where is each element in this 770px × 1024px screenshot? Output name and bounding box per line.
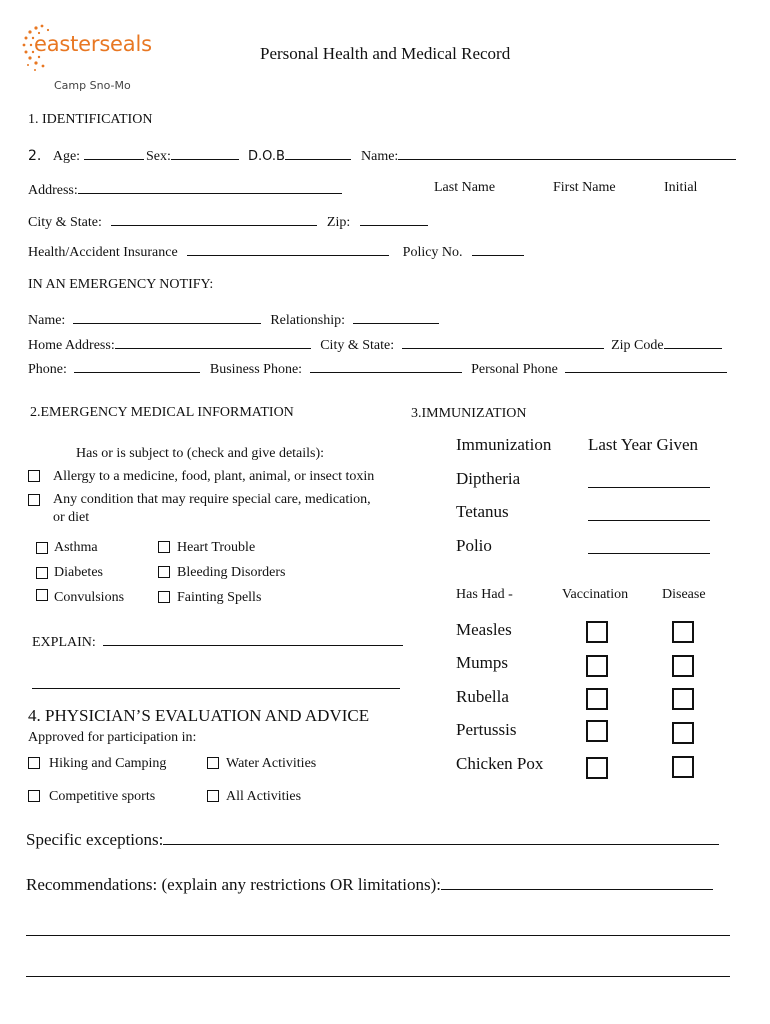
logo-subtitle: Camp Sno-Mo xyxy=(54,79,131,92)
chicken-pox-vaccination-checkbox[interactable] xyxy=(586,757,608,779)
condition-label-line1: Any condition that may require special care, medication, xyxy=(53,492,371,507)
condition-label-line2: or diet xyxy=(53,510,90,525)
emergency-heading: IN AN EMERGENCY NOTIFY: xyxy=(28,277,214,292)
disease-pertussis: Pertussis xyxy=(456,720,517,739)
fainting-checkbox[interactable] xyxy=(158,591,170,603)
relationship-field[interactable] xyxy=(353,310,439,324)
recommendations-line2[interactable] xyxy=(26,935,730,936)
recommendations-row xyxy=(26,874,713,895)
disease-chicken-pox: Chicken Pox xyxy=(456,754,544,773)
exceptions-field[interactable] xyxy=(163,829,719,845)
name-row xyxy=(361,146,736,165)
polio-date-field[interactable] xyxy=(588,553,710,554)
recommendations-label: Recommendations: (explain any restrictions OR limitations): xyxy=(26,875,442,894)
all-activities-label: All Activities xyxy=(226,789,302,804)
exceptions-label: Specific exceptions: xyxy=(26,830,164,849)
initial-caption: Initial xyxy=(664,180,698,195)
city-state-row xyxy=(28,212,428,231)
dob-field[interactable] xyxy=(285,146,351,160)
heart-trouble-label: Heart Trouble xyxy=(177,540,256,555)
water-activities-checkbox[interactable] xyxy=(207,757,219,769)
last-name-caption: Last Name xyxy=(434,180,496,195)
diptheria-date-field[interactable] xyxy=(588,487,710,488)
age-row: 2. Age: xyxy=(28,146,144,165)
recommendations-line3[interactable] xyxy=(26,976,730,977)
contact-name-label: Name: xyxy=(28,313,66,328)
city-state-field[interactable] xyxy=(111,212,317,226)
immunization-tetanus: Tetanus xyxy=(456,502,509,521)
pertussis-disease-checkbox[interactable] xyxy=(672,722,694,744)
address-row xyxy=(28,180,342,199)
contact-name-field[interactable] xyxy=(73,310,261,324)
logo-wordmark: easterseals xyxy=(34,32,152,56)
phone-field[interactable] xyxy=(74,359,200,373)
col-disease: Disease xyxy=(662,587,706,602)
insurance-row xyxy=(28,242,524,261)
city-state-label: City & State: xyxy=(28,215,102,230)
tetanus-date-field[interactable] xyxy=(588,520,710,521)
sex-field[interactable] xyxy=(171,146,239,160)
dob-row xyxy=(248,146,351,165)
hiking-checkbox[interactable] xyxy=(28,757,40,769)
zip-code-field[interactable] xyxy=(664,335,722,349)
rubella-disease-checkbox[interactable] xyxy=(672,688,694,710)
measles-vaccination-checkbox[interactable] xyxy=(586,621,608,643)
exceptions-row xyxy=(26,829,719,850)
section-1-heading: 1. IDENTIFICATION xyxy=(28,112,153,127)
sex-row xyxy=(146,146,239,165)
recommendations-field[interactable] xyxy=(441,874,713,890)
age-label: Age: xyxy=(52,149,81,164)
competitive-sports-label: Competitive sports xyxy=(49,789,156,804)
address-field[interactable] xyxy=(78,180,342,194)
immunization-diptheria: Diptheria xyxy=(456,469,521,488)
competitive-sports-checkbox[interactable] xyxy=(28,790,40,802)
phone-label: Phone: xyxy=(28,362,67,377)
zip-field[interactable] xyxy=(360,212,428,226)
section-2-heading: 2.EMERGENCY MEDICAL INFORMATION xyxy=(30,405,294,420)
disease-mumps: Mumps xyxy=(456,653,508,672)
diabetes-label: Diabetes xyxy=(54,565,103,580)
personal-phone-label: Personal Phone xyxy=(471,362,558,377)
diabetes-checkbox[interactable] xyxy=(36,567,48,579)
bleeding-label: Bleeding Disorders xyxy=(177,565,286,580)
subject-to-text: Has or is subject to (check and give details): xyxy=(76,446,325,461)
condition-checkbox[interactable] xyxy=(28,494,40,506)
hiking-label: Hiking and Camping xyxy=(49,756,167,771)
measles-disease-checkbox[interactable] xyxy=(672,621,694,643)
first-name-caption: First Name xyxy=(553,180,616,195)
convulsions-checkbox[interactable] xyxy=(36,589,48,601)
name-field[interactable] xyxy=(398,146,736,160)
allergy-checkbox[interactable] xyxy=(28,470,40,482)
disease-rubella: Rubella xyxy=(456,687,509,706)
insurance-label: Health/Accident Insurance xyxy=(28,245,178,260)
home-address-row xyxy=(28,335,722,354)
col-last-year: Last Year Given xyxy=(588,435,699,454)
zip-code-label: Zip Code xyxy=(611,338,664,353)
all-activities-checkbox[interactable] xyxy=(207,790,219,802)
explain-field-line2[interactable] xyxy=(32,688,400,689)
pertussis-vaccination-checkbox[interactable] xyxy=(586,720,608,742)
mumps-disease-checkbox[interactable] xyxy=(672,655,694,677)
disease-measles: Measles xyxy=(456,620,512,639)
explain-field[interactable] xyxy=(103,632,403,646)
insurance-field[interactable] xyxy=(187,242,389,256)
sex-label: Sex: xyxy=(146,149,171,164)
address-label: Address: xyxy=(28,183,78,198)
business-phone-field[interactable] xyxy=(310,359,462,373)
col-immunization: Immunization xyxy=(456,435,552,454)
personal-phone-field[interactable] xyxy=(565,359,727,373)
explain-row xyxy=(32,632,403,651)
asthma-checkbox[interactable] xyxy=(36,542,48,554)
policy-field[interactable] xyxy=(472,242,524,256)
bleeding-checkbox[interactable] xyxy=(158,566,170,578)
mumps-vaccination-checkbox[interactable] xyxy=(586,655,608,677)
contact-city-state-field[interactable] xyxy=(402,335,604,349)
explain-label: EXPLAIN: xyxy=(32,635,96,650)
has-had-label: Has Had - xyxy=(456,587,513,602)
asthma-label: Asthma xyxy=(54,540,98,555)
contact-name-row xyxy=(28,310,439,329)
water-activities-label: Water Activities xyxy=(226,756,317,771)
allergy-label: Allergy to a medicine, food, plant, animal, or insect toxin xyxy=(53,469,375,484)
age-field[interactable] xyxy=(84,146,144,160)
convulsions-label: Convulsions xyxy=(54,590,125,605)
heart-trouble-checkbox[interactable] xyxy=(158,541,170,553)
relationship-label: Relationship: xyxy=(270,313,345,328)
zip-label: Zip: xyxy=(326,215,351,230)
section-4-heading: 4. PHYSICIAN’S EVALUATION AND ADVICE xyxy=(28,706,370,725)
section-3-heading: 3.IMMUNIZATION xyxy=(411,406,527,421)
home-address-label: Home Address: xyxy=(28,338,115,353)
rubella-vaccination-checkbox[interactable] xyxy=(586,688,608,710)
dob-label: D.O.B xyxy=(248,149,285,164)
home-address-field[interactable] xyxy=(115,335,311,349)
phone-row xyxy=(28,359,727,378)
document-title: Personal Health and Medical Record xyxy=(260,44,511,63)
contact-city-state-label: City & State: xyxy=(320,338,395,353)
fainting-label: Fainting Spells xyxy=(177,590,262,605)
policy-label: Policy No. xyxy=(402,245,463,260)
chicken-pox-disease-checkbox[interactable] xyxy=(672,756,694,778)
approved-label: Approved for participation in: xyxy=(28,730,197,745)
immunization-polio: Polio xyxy=(456,536,492,555)
business-phone-label: Business Phone: xyxy=(209,362,303,377)
col-vaccination: Vaccination xyxy=(562,587,629,602)
logo xyxy=(22,24,172,74)
name-label: Name: xyxy=(361,149,399,164)
